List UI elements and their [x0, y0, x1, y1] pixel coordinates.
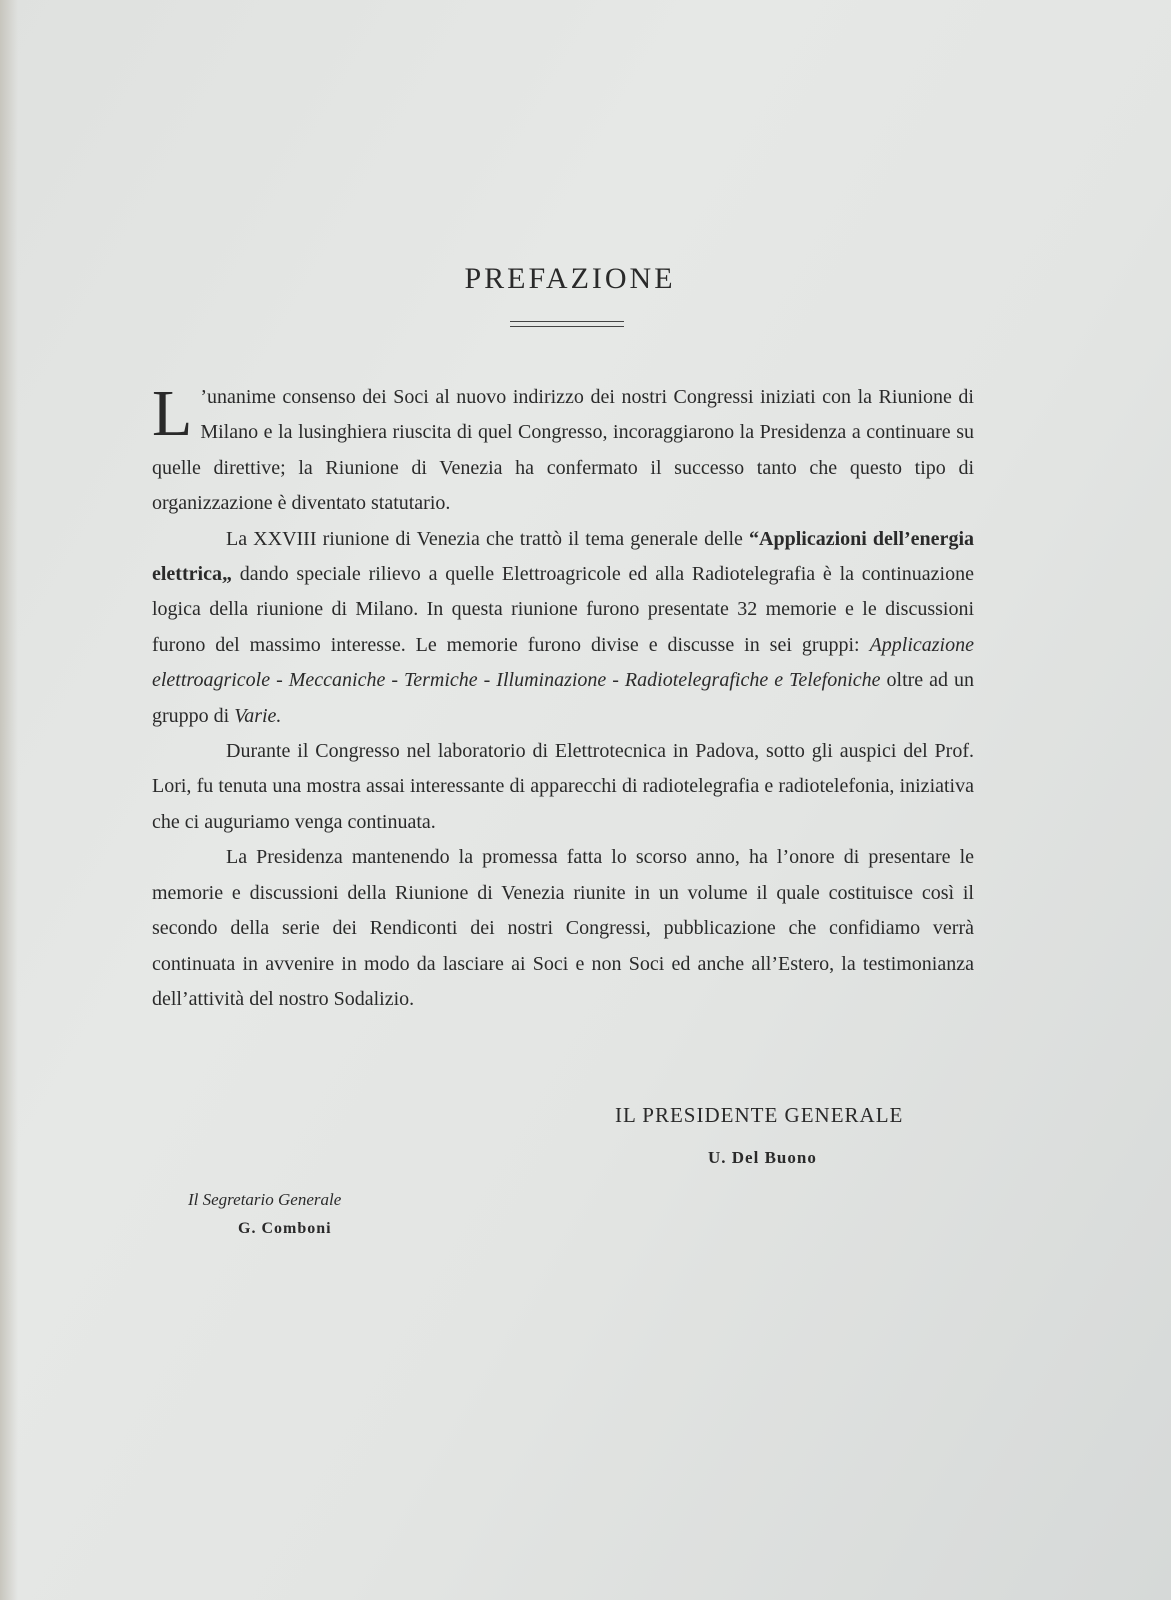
paragraph-2-text-a: La XXVIII riunione di Venezia che trattò il tema generale delle — [226, 527, 750, 550]
secretary-title: Il Segretario Generale — [188, 1190, 342, 1209]
title-divider — [510, 321, 624, 327]
secretary-name: G. Comboni — [238, 1220, 332, 1237]
paragraph-4 — [152, 840, 974, 1017]
paragraph-1-text: ’unanime consenso dei Soci al nuovo indirizzo dei nostri Congressi iniziati con la Riunione di Milano e la lusinghiera riuscita di quel Congresso, incoraggiarono la Presidenza a continuare su quelle direttive; la Riunione di Venezia ha confermato il successo tanto che questo tipo di organizzazione è diventato statutario. — [152, 386, 974, 515]
paragraph-2-groups: Applicazione elettroagricole - Meccaniche - Termiche - Illuminazione - Radiotelegrafiche — [152, 633, 974, 692]
page-title: PREFAZIONE — [464, 262, 676, 295]
paragraph-1 — [152, 377, 974, 522]
page-edge-shadow — [0, 0, 18, 1600]
paragraph-2-text-b: dando speciale rilievo a quelle Elettroagricole ed alla Radiotelegrafia è la continuazione logica della riunione di Milano. In questa riunione furono presentate 32 memorie e le discussioni furono del massimo interesse. Le memorie furono divise e discusse in sei gruppi: — [152, 563, 974, 656]
preface-body — [152, 377, 975, 1017]
paragraph-3 — [152, 734, 974, 840]
paragraph-2-varie: Varie. — [234, 704, 282, 727]
drop-cap: L — [152, 377, 193, 450]
paragraph-2-text-d: oltre ad un gruppo di — [152, 669, 975, 727]
president-name: U. Del Buono — [708, 1148, 817, 1167]
paragraph-2 — [152, 522, 974, 734]
paragraph-3-text: Durante il Congresso nel laboratorio di Elettrotecnica in Padova, sotto gli auspici del Prof. Lori, fu tenuta una mostra assai interessante di apparecchi di radiotelegrafia e radiotelefonia, iniziativa che ci auguriamo venga continuata. — [152, 740, 974, 833]
paragraph-2-theme: “Applicazioni dell’energia elettrica„ — [152, 527, 974, 586]
paragraph-2-telefoniche: e Telefoniche — [774, 669, 881, 692]
president-title: IL PRESIDENTE GENERALE — [615, 1103, 904, 1127]
paragraph-4-text: La Presidenza mantenendo la promessa fatta lo scorso anno, ha l’onore di presentare le memorie e discussioni della Riunione di Venezia riunite in un volume il quale costituisce così il secondo della serie dei Rendiconti dei nostri Congressi, pubblicazione che confidiamo verrà continuata in avvenire in modo da lasciare ai Soci e non Soci ed anche all’Estero, la testimonianza dell’attività del nostro Sodalizio. — [152, 846, 974, 1010]
